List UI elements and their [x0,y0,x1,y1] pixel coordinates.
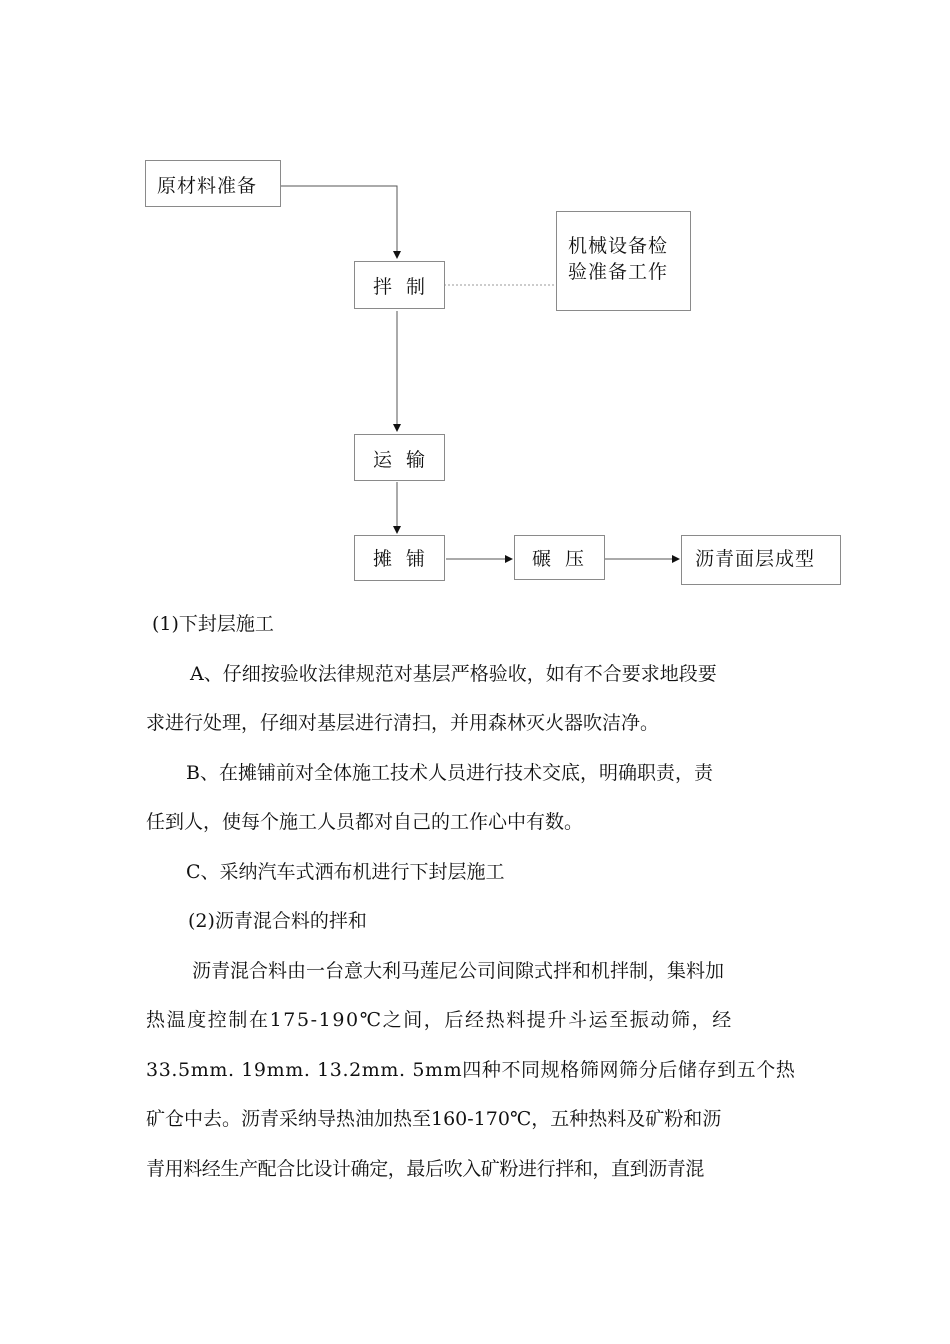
item-b-line-2: 任到人，使每个施工人员都对自己的工作心中有数。 [146,811,584,833]
node-mixing-label: 拌 制 [373,276,430,298]
node-raw-material [145,160,281,207]
section-2-line-2: 热温度控制在175-190℃之间，后经热料提升斗运至振动筛，经 [146,1009,733,1031]
section-1 [146,600,824,1194]
node-paving [354,535,445,581]
node-result [681,535,841,585]
node-compaction-label: 碾 压 [532,548,589,570]
node-equipment-check [556,211,691,311]
node-compaction [514,535,605,580]
node-paving-label: 摊 铺 [373,548,430,570]
item-c: C、采纳汽车式洒布机进行下封层施工 [186,860,505,883]
node-transport [354,434,445,481]
flowchart-connectors [0,0,950,620]
section-2-heading: (2)沥青混合料的拌和 [188,910,367,932]
section-2-line-4: 矿仓中去。沥青采纳导热油加热至160-170℃，五种热料及矿粉和沥 [146,1108,722,1130]
item-a-line-2: 求进行处理，仔细对基层进行清扫，并用森林灭火器吹洁净。 [146,712,660,734]
section-1-heading: (1)下封层施工 [152,613,274,635]
item-b-line-1: B、在摊铺前对全体施工技术人员进行技术交底，明确职责，责 [186,761,713,784]
section-2-line-1: 沥青混合料由一台意大利马莲尼公司间隙式拌和机拌制，集料加 [192,959,725,982]
node-transport-label: 运 输 [373,449,430,471]
node-equipment-check-line2: 验准备工作 [568,261,669,283]
item-a-line-1: A、仔细按验收法律规范对基层严格验收，如有不合要求地段要 [190,662,717,685]
node-raw-material-label: 原材料准备 [157,175,258,197]
section-2-line-5: 青用料经生产配合比设计确定，最后吹入矿粉进行拌和，直到沥青混 [146,1157,705,1180]
node-result-label: 沥青面层成型 [695,548,816,570]
arrow-raw-to-mixing [281,186,397,258]
node-mixing [354,261,445,309]
section-2-line-3: 33.5mm. 19mm. 13.2mm. 5mm四种不同规格筛网筛分后储存到五个热 [146,1058,796,1081]
node-equipment-check-line1: 机械设备检 [568,235,669,257]
